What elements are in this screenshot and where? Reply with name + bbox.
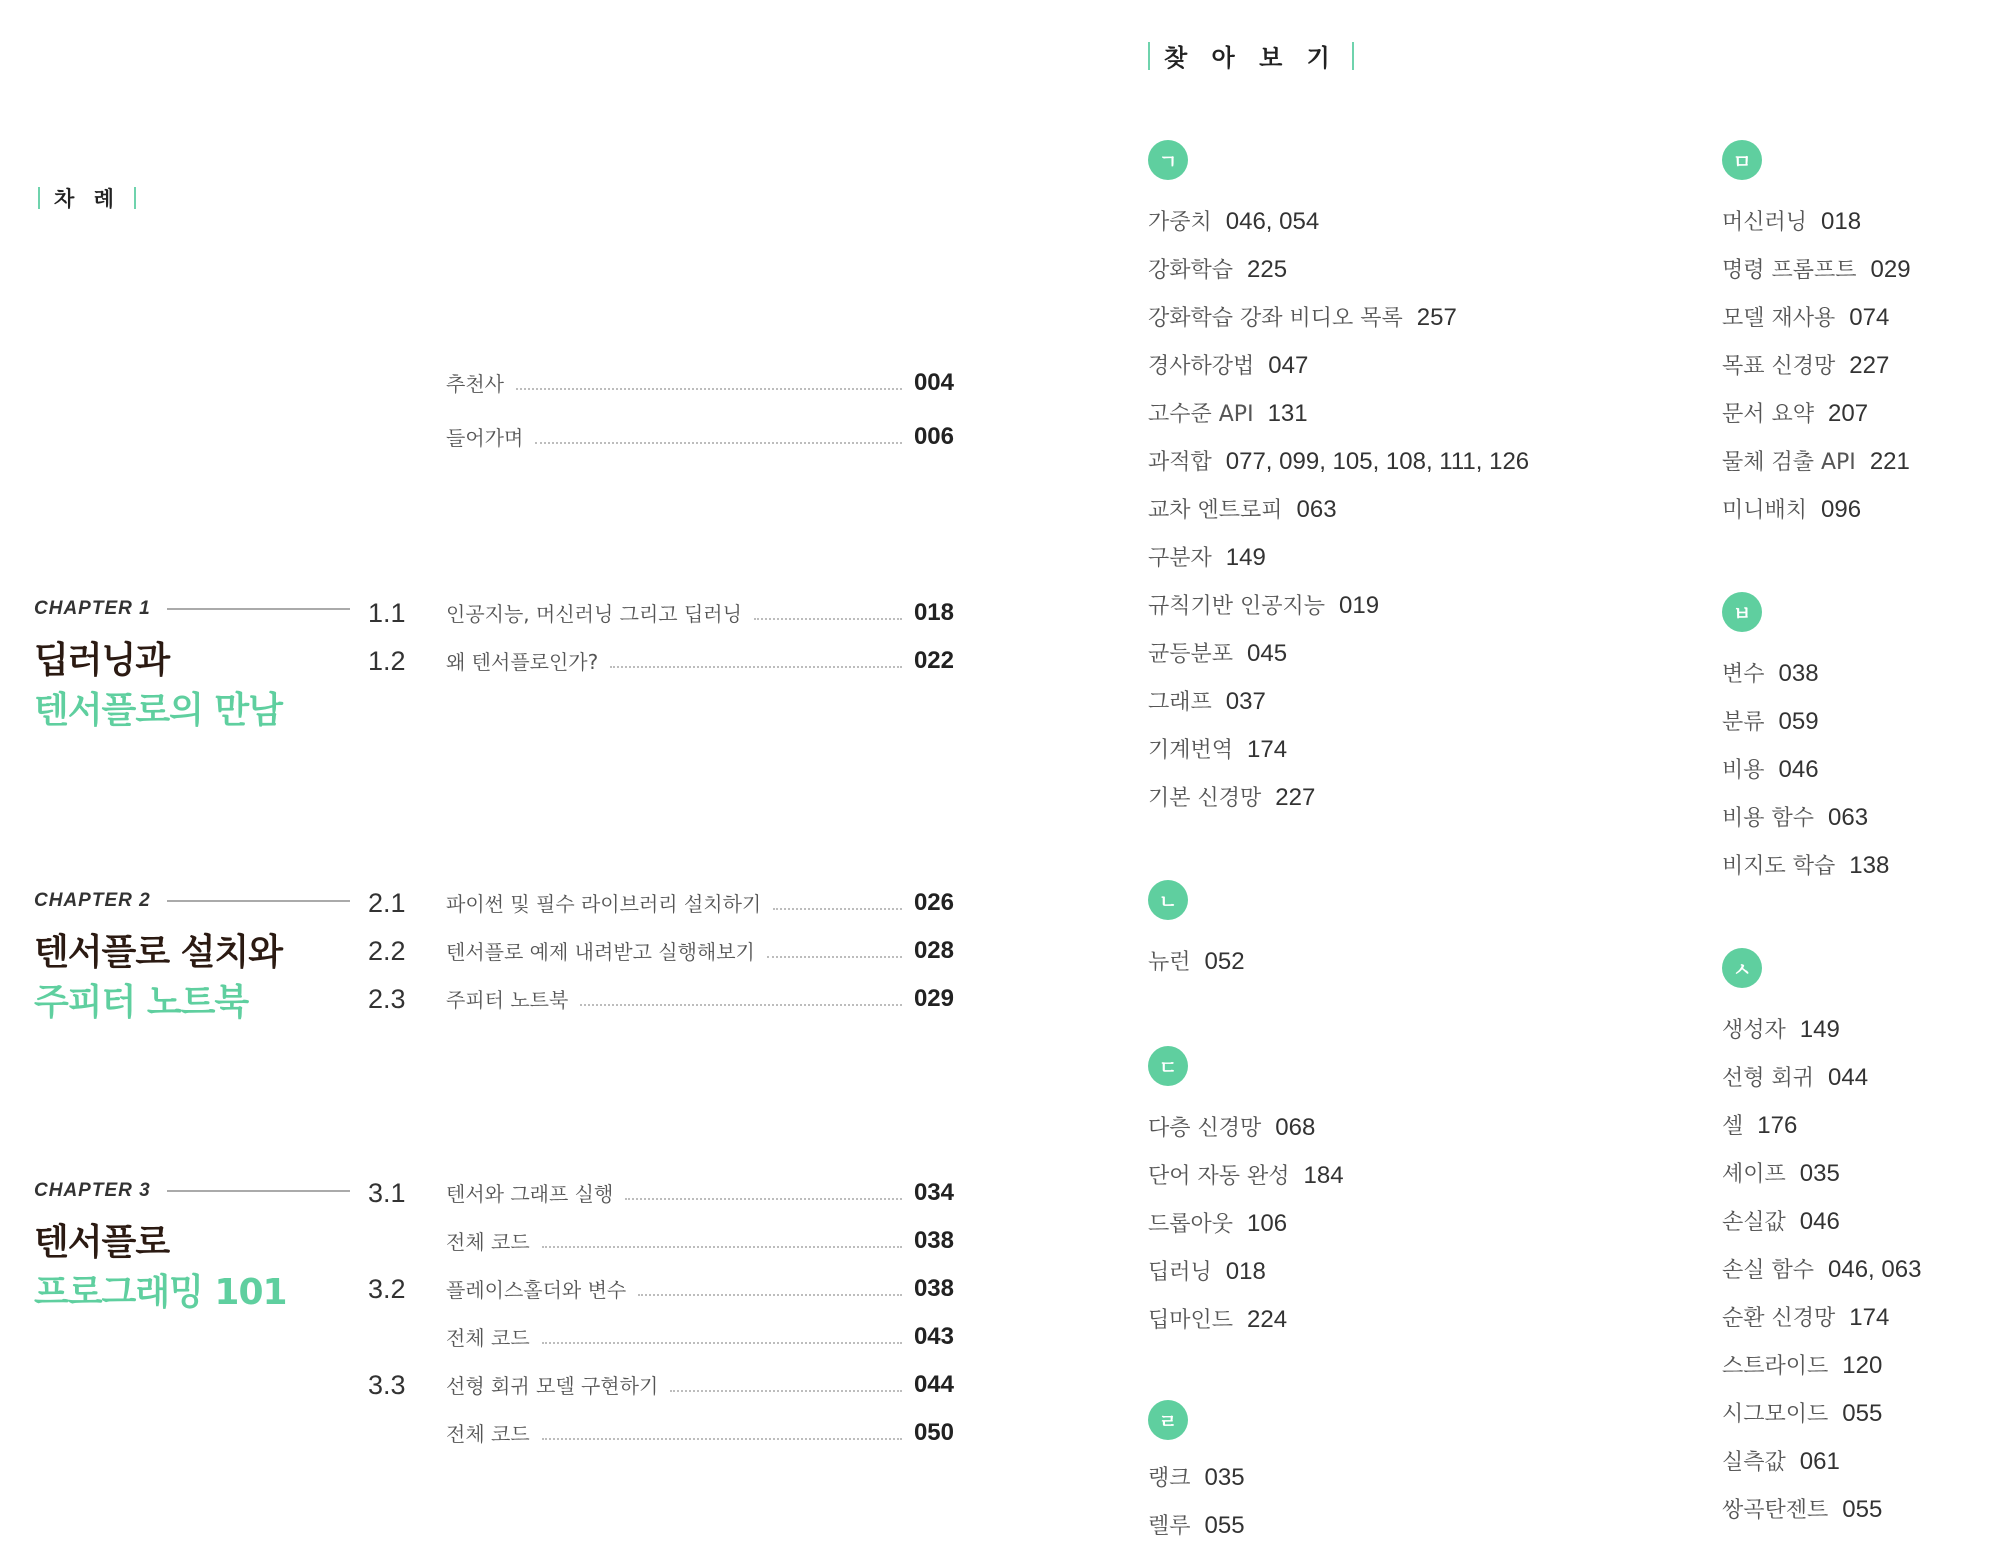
index-entry[interactable]	[1148, 938, 1245, 986]
index-term: 고수준 API	[1148, 402, 1254, 427]
index-group-siot	[1722, 1006, 1921, 1534]
index-entry[interactable]	[1722, 438, 1911, 486]
index-term: 셀	[1722, 1114, 1744, 1139]
toc-entry-title: 전체 코드	[446, 1230, 530, 1254]
index-pages: 174	[1247, 736, 1288, 763]
index-entry[interactable]	[1148, 582, 1529, 630]
index-entry[interactable]	[1722, 1486, 1921, 1534]
index-pages: 176	[1757, 1112, 1798, 1139]
index-letter-badge: ㅅ	[1722, 948, 1762, 988]
index-term: 순환 신경망	[1722, 1306, 1836, 1331]
index-entry[interactable]	[1722, 794, 1889, 842]
index-entry[interactable]	[1148, 390, 1529, 438]
leader-dots	[773, 908, 902, 910]
leader-dots	[516, 388, 902, 390]
toc-entry-title: 플레이스홀더와 변수	[446, 1278, 627, 1302]
toc-entry-page: 018	[913, 599, 954, 626]
index-term: 비용 함수	[1722, 806, 1815, 831]
leader-dots	[542, 1342, 902, 1344]
index-pages: 045	[1247, 640, 1288, 667]
index-term: 랭크	[1148, 1466, 1191, 1491]
index-pages: 046	[1778, 756, 1819, 783]
index-pages: 131	[1267, 400, 1308, 427]
index-term: 교차 엔트로피	[1148, 498, 1283, 523]
index-group-mieum	[1722, 198, 1911, 534]
index-pages: 224	[1247, 1306, 1288, 1333]
chapter-label: CHAPTER 3	[34, 1180, 151, 1201]
index-term: 경사하강법	[1148, 354, 1255, 379]
index-pages: 138	[1849, 852, 1890, 879]
index-entry[interactable]	[1722, 1438, 1921, 1486]
toc-entry-title: 주피터 노트북	[446, 988, 569, 1012]
heading-bar-left	[1148, 42, 1150, 70]
section-number: 3.3	[368, 1370, 406, 1400]
index-pages: 035	[1799, 1160, 1840, 1187]
index-term: 그래프	[1148, 690, 1212, 715]
chapter-title-line2: 텐서플로의 만남	[34, 690, 282, 731]
index-letter-badge: ㅁ	[1722, 140, 1762, 180]
index-heading	[1148, 38, 1354, 73]
index-letter-badge: ㄴ	[1148, 880, 1188, 920]
chapter-1-title	[34, 636, 282, 736]
index-entry[interactable]	[1722, 390, 1911, 438]
index-term: 스트라이드	[1722, 1354, 1829, 1379]
index-pages: 047	[1268, 352, 1309, 379]
index-group-nieun	[1148, 938, 1245, 986]
index-term: 딥러닝	[1148, 1260, 1212, 1285]
index-letter-badge: ㄱ	[1148, 140, 1188, 180]
index-entry[interactable]	[1722, 486, 1911, 534]
index-pages: 227	[1275, 784, 1316, 811]
index-pages: 184	[1303, 1162, 1344, 1189]
chapter-3-title	[34, 1218, 287, 1318]
index-term: 기본 신경망	[1148, 786, 1262, 811]
leader-dots	[638, 1294, 902, 1296]
index-pages: 046	[1799, 1208, 1840, 1235]
index-pages: 225	[1247, 256, 1288, 283]
index-pages: 207	[1828, 400, 1869, 427]
toc-entry-title: 전체 코드	[446, 1326, 530, 1350]
chapter-3-header	[34, 1180, 350, 1202]
toc-entry-page: 050	[913, 1419, 954, 1446]
toc-row-2-1[interactable]	[368, 888, 954, 918]
index-group-giyeok	[1148, 198, 1529, 822]
index-pages: 046, 063	[1828, 1256, 1922, 1283]
toc-entry-title: 텐서플로 예제 내려받고 실행해보기	[446, 940, 755, 964]
index-pages: 061	[1799, 1448, 1840, 1475]
leader-dots	[754, 618, 902, 620]
index-entry[interactable]	[1722, 842, 1889, 890]
toc-entry-title: 추천사	[446, 372, 504, 396]
index-pages: 221	[1869, 448, 1910, 475]
chapter-title-line1: 텐서플로	[34, 1222, 170, 1263]
index-entry[interactable]	[1722, 1246, 1921, 1294]
toc-entry-title: 왜 텐서플로인가?	[446, 650, 599, 674]
leader-dots	[625, 1198, 902, 1200]
index-entry[interactable]	[1148, 534, 1529, 582]
index-term: 목표 신경망	[1722, 354, 1836, 379]
toc-row-3-3[interactable]	[368, 1370, 954, 1400]
index-group-digeut	[1148, 1104, 1344, 1344]
section-number: 1.2	[368, 646, 406, 676]
index-term: 강화학습 강좌 비디오 목록	[1148, 306, 1403, 331]
heading-bar-left	[38, 187, 40, 209]
index-term: 균등분포	[1148, 642, 1234, 667]
toc-heading	[38, 183, 136, 213]
section-number: 2.2	[368, 936, 406, 966]
index-term: 선형 회귀	[1722, 1066, 1815, 1091]
index-pages: 149	[1225, 544, 1266, 571]
leader-dots	[580, 1004, 902, 1006]
index-group-rieul	[1148, 1454, 1245, 1550]
index-entry[interactable]	[1722, 342, 1911, 390]
index-term: 시그모이드	[1722, 1402, 1829, 1427]
index-entry[interactable]	[1722, 1294, 1921, 1342]
index-pages: 063	[1296, 496, 1337, 523]
index-entry[interactable]	[1722, 246, 1911, 294]
index-heading-text: 찾 아 보 기	[1164, 44, 1338, 72]
index-group-bieup	[1722, 650, 1889, 890]
chapter-1-header	[34, 598, 350, 620]
toc-entry-page: 028	[913, 937, 954, 964]
index-pages: 106	[1247, 1210, 1288, 1237]
toc-row-2-2[interactable]	[368, 936, 954, 966]
index-term: 단어 자동 완성	[1148, 1164, 1290, 1189]
index-term: 실측값	[1722, 1450, 1786, 1475]
toc-heading-text: 차 례	[54, 187, 120, 211]
index-term: 손실값	[1722, 1210, 1786, 1235]
index-term: 다층 신경망	[1148, 1116, 1262, 1141]
toc-entry-title: 파이썬 및 필수 라이브러리 설치하기	[446, 892, 762, 916]
index-entry[interactable]	[1722, 1342, 1921, 1390]
index-term: 머신러닝	[1722, 210, 1808, 235]
toc-entry-page: 044	[913, 1371, 954, 1398]
index-pages: 257	[1416, 304, 1457, 331]
index-pages: 055	[1842, 1496, 1883, 1523]
toc-entry-page: 034	[913, 1179, 954, 1206]
index-term: 명령 프롬프트	[1722, 258, 1857, 283]
index-term: 뉴런	[1148, 950, 1191, 975]
index-entry[interactable]	[1148, 1296, 1344, 1344]
index-entry[interactable]	[1722, 746, 1889, 794]
index-entry[interactable]	[1148, 486, 1529, 534]
heading-bar-right	[1352, 42, 1354, 70]
chapter-2-header	[34, 890, 350, 912]
index-term: 미니배치	[1722, 498, 1808, 523]
index-term: 규칙기반 인공지능	[1148, 594, 1326, 619]
index-entry[interactable]	[1148, 1104, 1344, 1152]
index-entry[interactable]	[1722, 294, 1911, 342]
index-pages: 035	[1204, 1464, 1245, 1491]
index-letter-badge: ㅂ	[1722, 592, 1762, 632]
index-entry[interactable]	[1722, 1054, 1921, 1102]
index-pages: 018	[1225, 1258, 1266, 1285]
toc-entry-title: 선형 회귀 모델 구현하기	[446, 1374, 659, 1398]
index-entry[interactable]	[1148, 1502, 1245, 1550]
chapter-title-line1: 딥러닝과	[34, 640, 170, 681]
index-entry[interactable]	[1722, 650, 1889, 698]
index-term: 가중치	[1148, 210, 1212, 235]
index-entry[interactable]	[1722, 1150, 1921, 1198]
index-entry[interactable]	[1148, 294, 1529, 342]
index-pages: 018	[1821, 208, 1862, 235]
index-entry[interactable]	[1148, 726, 1529, 774]
section-number: 3.2	[368, 1274, 406, 1304]
index-term: 모델 재사용	[1722, 306, 1836, 331]
toc-entry-title: 텐서와 그래프 실행	[446, 1182, 614, 1206]
index-pages: 120	[1842, 1352, 1883, 1379]
heading-bar-right	[134, 187, 136, 209]
index-term: 분류	[1722, 710, 1765, 735]
toc-row-1-1[interactable]	[368, 598, 954, 628]
index-entry[interactable]	[1148, 438, 1529, 486]
index-pages: 077, 099, 105, 108, 111, 126	[1225, 448, 1530, 475]
index-term: 비지도 학습	[1722, 854, 1836, 879]
toc-entry-title: 전체 코드	[446, 1422, 530, 1446]
leader-dots	[542, 1438, 902, 1440]
chapter-rule	[167, 900, 350, 902]
index-entry[interactable]	[1148, 342, 1529, 390]
toc-entry-page: 022	[913, 647, 954, 674]
index-term: 손실 함수	[1722, 1258, 1815, 1283]
chapter-label: CHAPTER 2	[34, 890, 151, 911]
index-pages: 029	[1870, 256, 1911, 283]
chapter-title-line2: 주피터 노트북	[34, 982, 249, 1023]
leader-dots	[610, 666, 902, 668]
index-term: 딥마인드	[1148, 1308, 1234, 1333]
leader-dots	[542, 1246, 902, 1248]
index-entry[interactable]	[1148, 774, 1529, 822]
index-pages: 019	[1339, 592, 1380, 619]
toc-entry-title: 들어가며	[446, 426, 524, 450]
index-entry[interactable]	[1722, 1390, 1921, 1438]
index-entry[interactable]	[1148, 1454, 1245, 1502]
index-entry[interactable]	[1722, 198, 1911, 246]
index-term: 렐루	[1148, 1514, 1191, 1539]
leader-dots	[767, 956, 902, 958]
index-letter-badge: ㄷ	[1148, 1046, 1188, 1086]
index-term: 비용	[1722, 758, 1765, 783]
index-pages: 037	[1225, 688, 1266, 715]
index-entry[interactable]	[1148, 1152, 1344, 1200]
index-term: 쌍곡탄젠트	[1722, 1498, 1829, 1523]
index-term: 드롭아웃	[1148, 1212, 1234, 1237]
index-term: 구분자	[1148, 546, 1212, 571]
toc-row-2-3[interactable]	[368, 984, 954, 1014]
index-pages: 038	[1778, 660, 1819, 687]
toc-entry-page: 038	[913, 1275, 954, 1302]
index-term: 문서 요약	[1722, 402, 1815, 427]
leader-dots	[670, 1390, 902, 1392]
toc-entry-title: 인공지능, 머신러닝 그리고 딥러닝	[446, 602, 742, 626]
index-pages: 068	[1275, 1114, 1316, 1141]
index-entry[interactable]	[1722, 1006, 1921, 1054]
index-pages: 063	[1828, 804, 1869, 831]
toc-row-preface[interactable]	[446, 368, 954, 397]
toc-row-1-2[interactable]	[368, 646, 954, 676]
index-entry[interactable]	[1722, 1102, 1921, 1150]
toc-row-3-2[interactable]	[368, 1274, 954, 1304]
toc-row-3-1-code[interactable]	[446, 1226, 954, 1255]
index-pages: 174	[1849, 1304, 1890, 1331]
chapter-label: CHAPTER 1	[34, 598, 151, 619]
index-term: 변수	[1722, 662, 1765, 687]
index-entry[interactable]	[1148, 678, 1529, 726]
index-entry[interactable]	[1722, 1198, 1921, 1246]
index-pages: 055	[1842, 1400, 1883, 1427]
toc-row-intro[interactable]	[446, 422, 954, 451]
index-letter-badge: ㄹ	[1148, 1400, 1188, 1440]
index-term: 과적합	[1148, 450, 1212, 475]
index-entry[interactable]	[1722, 698, 1889, 746]
leader-dots	[535, 442, 902, 444]
toc-entry-page: 038	[913, 1227, 954, 1254]
index-pages: 149	[1799, 1016, 1840, 1043]
chapter-rule	[167, 1190, 350, 1192]
index-pages: 044	[1828, 1064, 1869, 1091]
index-pages: 052	[1204, 948, 1245, 975]
toc-entry-page: 004	[913, 369, 954, 396]
chapter-title-line2: 프로그래밍 101	[34, 1272, 287, 1313]
index-entry[interactable]	[1148, 1200, 1344, 1248]
toc-entry-page: 043	[913, 1323, 954, 1350]
index-term: 생성자	[1722, 1018, 1786, 1043]
toc-entry-page: 029	[913, 985, 954, 1012]
index-entry[interactable]	[1148, 246, 1529, 294]
chapter-2-title	[34, 928, 282, 1028]
chapter-rule	[167, 608, 350, 610]
index-pages: 227	[1849, 352, 1890, 379]
index-pages: 096	[1821, 496, 1862, 523]
section-number: 1.1	[368, 598, 406, 628]
toc-row-3-3-code[interactable]	[446, 1418, 954, 1447]
toc-row-3-2-code[interactable]	[446, 1322, 954, 1351]
index-pages: 055	[1204, 1512, 1245, 1539]
chapter-title-line1: 텐서플로 설치와	[34, 932, 282, 973]
toc-entry-page: 026	[913, 889, 954, 916]
index-term: 기계번역	[1148, 738, 1234, 763]
index-pages: 046, 054	[1225, 208, 1320, 235]
index-entry[interactable]	[1148, 630, 1529, 678]
index-entry[interactable]	[1148, 1248, 1344, 1296]
index-term: 셰이프	[1722, 1162, 1786, 1187]
section-number: 3.1	[368, 1178, 406, 1208]
section-number: 2.3	[368, 984, 406, 1014]
toc-row-3-1[interactable]	[368, 1178, 954, 1208]
index-entry[interactable]	[1148, 198, 1529, 246]
index-pages: 059	[1778, 708, 1819, 735]
index-term: 강화학습	[1148, 258, 1234, 283]
toc-entry-page: 006	[913, 423, 954, 450]
section-number: 2.1	[368, 888, 406, 918]
index-pages: 074	[1849, 304, 1890, 331]
index-term: 물체 검출 API	[1722, 450, 1856, 475]
